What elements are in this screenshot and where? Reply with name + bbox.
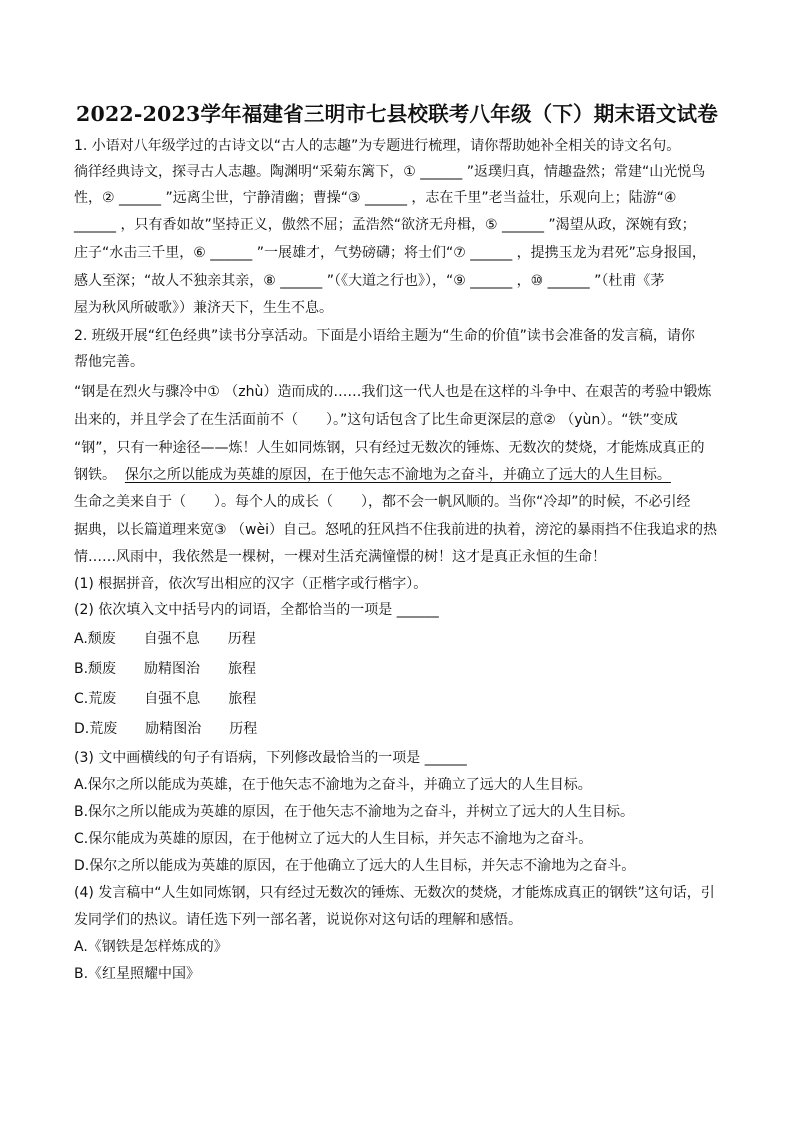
passage-line: 出来的，并且学会了在生活面前不（ ）。”这句话包含了比生命更深层的意② （yùn）。“铁”变成 (74, 412, 678, 428)
passage-line: “钢是在烈火与骤冷中① （zhù）造而成的……我们这一代人也是在这样的斗争中、在艰苦的考验中锻炼 (74, 384, 712, 400)
q1-text-line: 屋为秋风所破歌》）兼济天下，生生不息。 (74, 300, 333, 316)
passage-line: 情……风雨中，我依然是一棵树，一棵对生活充满憧憬的树！这才是真正永恒的生命！ (74, 549, 606, 565)
passage-line: “钢”，只有一种途径——炼！人生如同炼钢，只有经过无数次的锤炼、无数次的焚烧，才能炼成真正的 (74, 440, 705, 456)
option-d: D.保尔之所以能成为英雄的原因，在于他确立了远大的人生目标，并矢志不渝地为之奋斗。 (74, 858, 636, 874)
passage-line: 据典，以长篇道理来宽③ （wèi）自己。怒吼的狂风挡不住我前进的执着，滂沱的暴雨挡不住我追求的热 (74, 522, 717, 538)
sub-question-2: (2) 依次填入文中括号内的词语，全都恰当的一项是 ______ (74, 602, 439, 618)
exam-title: 2022-2023学年福建省三明市七县校联考八年级（下）期末语文试卷 (76, 102, 718, 126)
q1-intro: 1. 小语对八年级学过的古诗文以“古人的志趣”为专题进行梳理，请你帮助她补全相关的诗文名句。 (74, 138, 681, 154)
sub-question-3: (3) 文中画横线的句子有语病，下列修改最恰当的一项是 ______ (74, 750, 467, 766)
option-b: B.颓废 励精图治 旅程 (74, 661, 257, 677)
passage-line: 生命之美来自于（ ）。每个人的成长（ ），都不会一帆风顺的。当你“冷却”的时候，不必引经 (74, 494, 691, 510)
sub-question-4: 发同学们的热议。请任选下列一部名著，说说你对这句话的理解和感悟。 (74, 912, 522, 928)
book-option-a: A.《钢铁是怎样炼成的》 (74, 939, 228, 955)
book-option-b: B.《红星照耀中国》 (74, 966, 201, 982)
q1-text-line: 徜徉经典诗文，探寻古人志趣。陶渊明“采菊东篱下，① ______ ”返璞归真，情趣盎然；常建“山光悦鸟 (74, 164, 706, 180)
option-c: C.保尔能成为英雄的原因，在于他树立了远大的人生目标，并矢志不渝地为之奋斗。 (74, 831, 593, 847)
option-a: A.保尔之所以能成为英雄，在于他矢志不渝地为之奋斗，并确立了远大的人生目标。 (74, 777, 592, 793)
sub-question-4: (4) 发言稿中“人生如同炼钢，只有经过无数次的锤炼、无数次的焚烧，才能炼成真正的钢铁”这句话，引 (74, 885, 715, 901)
q1-text-line: 性，② ______ ”远离尘世，宁静清幽；曹操“③ ______ ，志在千里”老当益壮，乐观向上；陆游“④ (74, 190, 677, 206)
q1-text-line: 庄子“水击三千里，⑥ ______ ”一展雄才，气势磅礴；将士们“⑦ ______ ，提携玉龙为君死”忘身报国， (74, 245, 706, 261)
passage-text: 钢铁。 (74, 467, 116, 483)
option-b: B.保尔之所以能成为英雄的原因，在于他矢志不渝地为之奋斗，并树立了远大的人生目标。 (74, 804, 635, 820)
option-c: C.荒废 自强不息 旅程 (74, 691, 257, 707)
passage-line (74, 466, 671, 484)
q2-intro: 2. 班级开展“红色经典”读书分享活动。下面是小语给主题为“生命的价值”读书会准备的发言稿，请你 (74, 328, 695, 344)
q2-intro: 帮他完善。 (74, 354, 144, 370)
option-d: D.荒废 励精图治 历程 (74, 721, 258, 737)
q1-text-line: 感人至深；“故人不独亲其亲，⑧ ______ ”（《大道之行也》），“⑨ ______ ，⑩ ______ ”（杜甫《茅 (74, 273, 665, 289)
underlined-sentence: 保尔之所以能成为英雄的原因，在于他矢志不渝地为之奋斗，并确立了远大的人生目标。 (124, 467, 671, 483)
option-a: A.颓废 自强不息 历程 (74, 631, 256, 647)
sub-question-1: (1) 根据拼音，依次写出相应的汉字（正楷字或行楷字）。 (74, 576, 428, 592)
q1-text-line: ______ ，只有香如故”坚持正义，傲然不屈；孟浩然“欲济无舟楫，⑤ ______ ”渴望从政，深婉有致； (74, 217, 696, 233)
